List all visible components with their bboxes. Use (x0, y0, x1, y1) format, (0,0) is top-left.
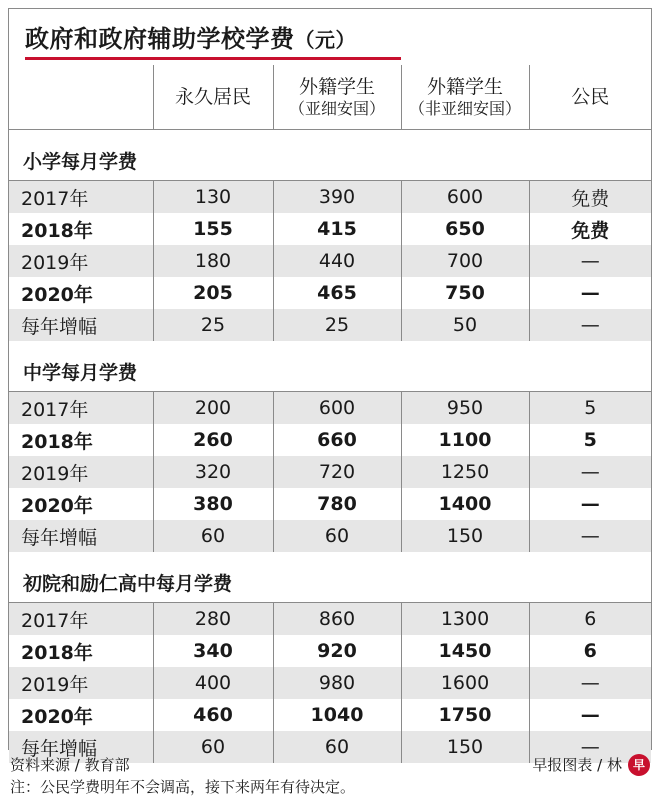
table-title (25, 19, 356, 54)
footer (8, 752, 652, 800)
section-title: 小学每月学费 (9, 130, 651, 181)
cell-foreign-non-asean: 1300 (401, 603, 529, 636)
cell-foreign-non-asean: 1100 (401, 424, 529, 456)
header-foreign-non-asean (401, 65, 529, 130)
row-label: 2020年 (21, 283, 93, 306)
table-row (9, 667, 651, 699)
cell-citizen: 5 (529, 424, 651, 456)
cell-foreign-asean: 60 (273, 520, 401, 552)
table-row (9, 245, 651, 277)
cell-foreign-non-asean: 150 (401, 520, 529, 552)
row-label: 每年增幅 (9, 520, 153, 552)
cell-citizen: — (529, 309, 651, 341)
cell-foreign-asean: 600 (273, 392, 401, 425)
cell-foreign-asean: 720 (273, 456, 401, 488)
credit-text: 早报图表 / 林 (532, 756, 622, 774)
cell-citizen: 6 (529, 635, 651, 667)
row-label: 2017年 (9, 603, 153, 636)
header-foreign-non-asean-line1: 外籍学生 (426, 76, 503, 98)
cell-permanent-resident: 180 (153, 245, 273, 277)
cell-foreign-non-asean: 1750 (401, 699, 529, 731)
source-text: 资料来源 / 教育部 (10, 756, 130, 774)
cell-foreign-non-asean: 1250 (401, 456, 529, 488)
cell-foreign-non-asean: 600 (401, 181, 529, 214)
table-row (9, 456, 651, 488)
cell-foreign-asean: 780 (273, 488, 401, 520)
section-header-row (9, 552, 651, 603)
cell-citizen: — (529, 699, 651, 731)
cell-citizen: — (529, 667, 651, 699)
cell-foreign-asean: 440 (273, 245, 401, 277)
cell-permanent-resident: 280 (153, 603, 273, 636)
table-row (9, 699, 651, 731)
section-title: 初院和励仁高中每月学费 (9, 552, 651, 603)
row-label: 2017年 (9, 181, 153, 214)
cell-foreign-non-asean: 700 (401, 245, 529, 277)
row-label: 2018年 (21, 430, 93, 453)
cell-foreign-asean: 860 (273, 603, 401, 636)
row-label: 每年增幅 (9, 309, 153, 341)
section-title: 中学每月学费 (9, 341, 651, 392)
cell-permanent-resident: 460 (153, 699, 273, 731)
cell-foreign-asean: 60 (273, 731, 401, 763)
table-row (9, 603, 651, 636)
header-permanent-resident: 永久居民 (153, 65, 273, 130)
table-row (9, 181, 651, 214)
cell-citizen: 5 (529, 392, 651, 425)
cell-foreign-non-asean: 150 (401, 731, 529, 763)
table-row (9, 424, 651, 456)
cell-permanent-resident: 130 (153, 181, 273, 214)
row-label: 2017年 (9, 392, 153, 425)
cell-citizen: 免费 (529, 181, 651, 214)
header-foreign-asean-line1: 外籍学生 (298, 76, 375, 98)
table-body (9, 130, 651, 764)
row-label: 每年增幅 (9, 731, 153, 763)
cell-foreign-non-asean: 650 (401, 213, 529, 245)
cell-permanent-resident: 60 (153, 520, 273, 552)
row-label: 2020年 (21, 705, 93, 728)
cell-citizen: — (529, 520, 651, 552)
cell-foreign-asean: 390 (273, 181, 401, 214)
cell-permanent-resident: 260 (153, 424, 273, 456)
cell-permanent-resident: 155 (153, 213, 273, 245)
cell-foreign-non-asean: 750 (401, 277, 529, 309)
cell-foreign-non-asean: 50 (401, 309, 529, 341)
row-label: 2019年 (9, 456, 153, 488)
table-row (9, 309, 651, 341)
table-row (9, 392, 651, 425)
table-row (9, 488, 651, 520)
cell-foreign-non-asean: 1600 (401, 667, 529, 699)
cell-foreign-non-asean: 950 (401, 392, 529, 425)
title-underline (25, 57, 401, 60)
cell-foreign-non-asean: 1400 (401, 488, 529, 520)
section-header-row (9, 130, 651, 181)
cell-foreign-asean: 1040 (273, 699, 401, 731)
header-row (9, 65, 651, 130)
cell-permanent-resident: 205 (153, 277, 273, 309)
header-foreign-asean (273, 65, 401, 130)
header-blank (9, 65, 153, 130)
fee-table-card (8, 8, 652, 760)
cell-citizen: 6 (529, 603, 651, 636)
header-foreign-non-asean-line2: （非亚细安国） (408, 98, 521, 118)
row-label: 2020年 (21, 494, 93, 517)
cell-permanent-resident: 380 (153, 488, 273, 520)
cell-citizen: — (529, 488, 651, 520)
cell-foreign-asean: 980 (273, 667, 401, 699)
cell-citizen: — (529, 245, 651, 277)
cell-citizen: — (529, 456, 651, 488)
row-label: 2018年 (21, 641, 93, 664)
header-citizen: 公民 (529, 65, 651, 130)
table-row (9, 635, 651, 667)
row-label: 2018年 (21, 219, 93, 242)
cell-foreign-asean: 25 (273, 309, 401, 341)
cell-permanent-resident: 25 (153, 309, 273, 341)
cell-permanent-resident: 320 (153, 456, 273, 488)
fee-table (9, 65, 651, 763)
section-header-row (9, 341, 651, 392)
cell-foreign-asean: 465 (273, 277, 401, 309)
row-label: 2019年 (9, 245, 153, 277)
title-main: 政府和政府辅助学校学费 (25, 25, 295, 53)
cell-permanent-resident: 200 (153, 392, 273, 425)
cell-foreign-asean: 660 (273, 424, 401, 456)
cell-foreign-asean: 415 (273, 213, 401, 245)
cell-permanent-resident: 340 (153, 635, 273, 667)
table-row (9, 213, 651, 245)
zaobao-logo-icon: 早 (628, 754, 650, 776)
cell-citizen: — (529, 277, 651, 309)
cell-citizen: 免费 (529, 213, 651, 245)
table-row (9, 520, 651, 552)
cell-permanent-resident: 400 (153, 667, 273, 699)
row-label: 2019年 (9, 667, 153, 699)
cell-foreign-non-asean: 1450 (401, 635, 529, 667)
cell-permanent-resident: 60 (153, 731, 273, 763)
table-row (9, 277, 651, 309)
header-foreign-asean-line2: （亚细安国） (288, 98, 385, 118)
note-text: 注：公民学费明年不会调高，接下来两年有待决定。 (10, 778, 356, 796)
cell-citizen: — (529, 731, 651, 763)
title-unit: （元） (294, 28, 356, 52)
cell-foreign-asean: 920 (273, 635, 401, 667)
title-row (9, 9, 651, 65)
